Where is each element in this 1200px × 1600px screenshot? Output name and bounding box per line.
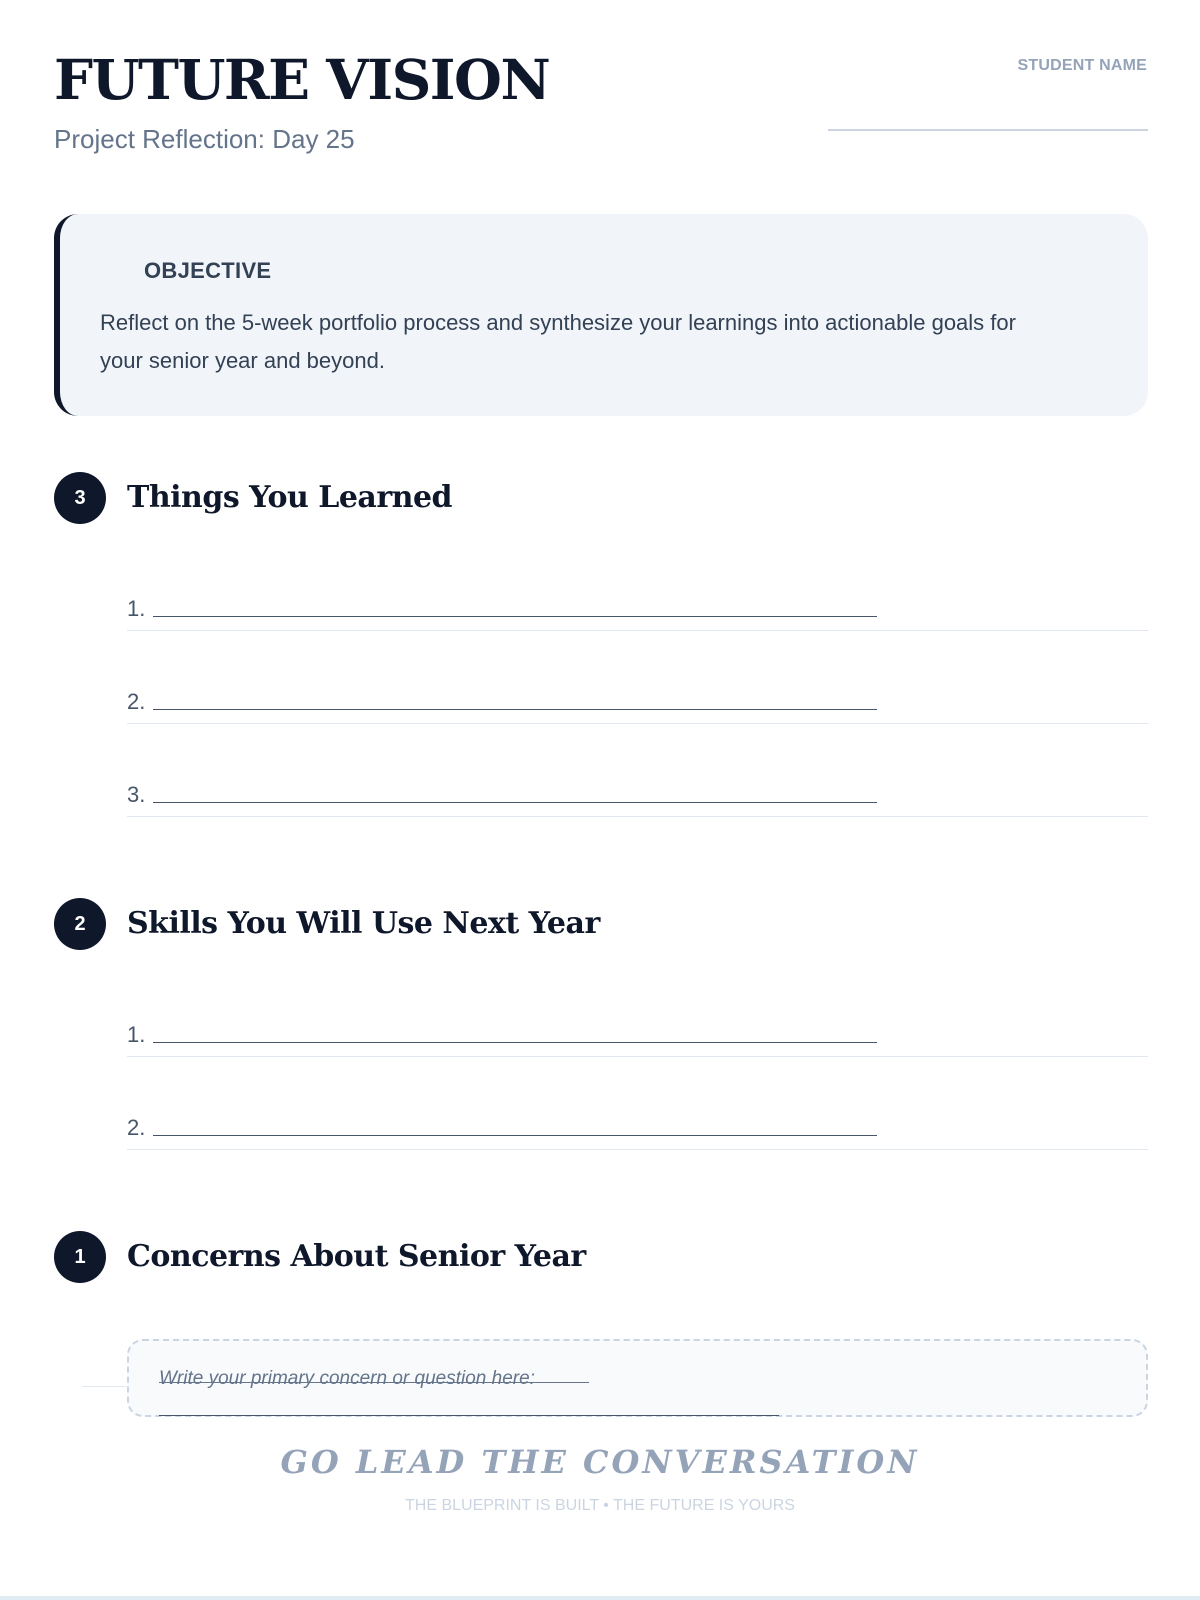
- answer-write-line: [153, 802, 877, 803]
- divider: [82, 1386, 128, 1387]
- placeholder-strike-line: [159, 1382, 589, 1383]
- answer-write-line: [153, 616, 877, 617]
- answer-write-line: [153, 1135, 877, 1136]
- student-name-label: STUDENT NAME: [1017, 57, 1147, 74]
- page-title: FUTURE VISION: [54, 47, 550, 112]
- concern-placeholder: Write your primary concern or question here:: [159, 1368, 535, 1389]
- answer-line[interactable]: [127, 723, 1148, 817]
- answer-number: 1.: [127, 1022, 146, 1047]
- footer-title: GO LEAD THE CONVERSATION: [280, 1443, 920, 1481]
- bottom-bar: [0, 1596, 1200, 1600]
- section-number-badge: 3: [54, 472, 106, 524]
- concern-input-box[interactable]: [127, 1339, 1148, 1417]
- answer-number: 3.: [127, 782, 146, 807]
- student-name-field[interactable]: [828, 129, 1148, 131]
- answer-write-line: [153, 709, 877, 710]
- answer-number: 1.: [127, 596, 146, 621]
- page-subtitle: Project Reflection: Day 25: [54, 124, 355, 154]
- concern-write-line: [159, 1415, 779, 1416]
- answer-number: 2.: [127, 1115, 146, 1140]
- answer-number: 2.: [127, 689, 146, 714]
- section-title: Concerns About Senior Year: [127, 1239, 586, 1274]
- answer-line[interactable]: [127, 537, 1148, 631]
- answer-line[interactable]: [127, 1056, 1148, 1150]
- answer-write-line: [153, 1042, 877, 1043]
- section-number-badge: 2: [54, 898, 106, 950]
- answer-line[interactable]: [127, 963, 1148, 1057]
- footer-subtitle: THE BLUEPRINT IS BUILT • THE FUTURE IS YOURS: [405, 1497, 795, 1514]
- section-title: Things You Learned: [127, 480, 453, 515]
- objective-box: [54, 214, 1148, 416]
- answer-line[interactable]: [127, 630, 1148, 724]
- section-number-badge: 1: [54, 1231, 106, 1283]
- section-title: Skills You Will Use Next Year: [127, 906, 600, 941]
- objective-text: Reflect on the 5-week portfolio process and synthesize your learnings into actionable goals for your senior year and beyond.: [100, 310, 1016, 373]
- objective-label: OBJECTIVE: [144, 258, 272, 283]
